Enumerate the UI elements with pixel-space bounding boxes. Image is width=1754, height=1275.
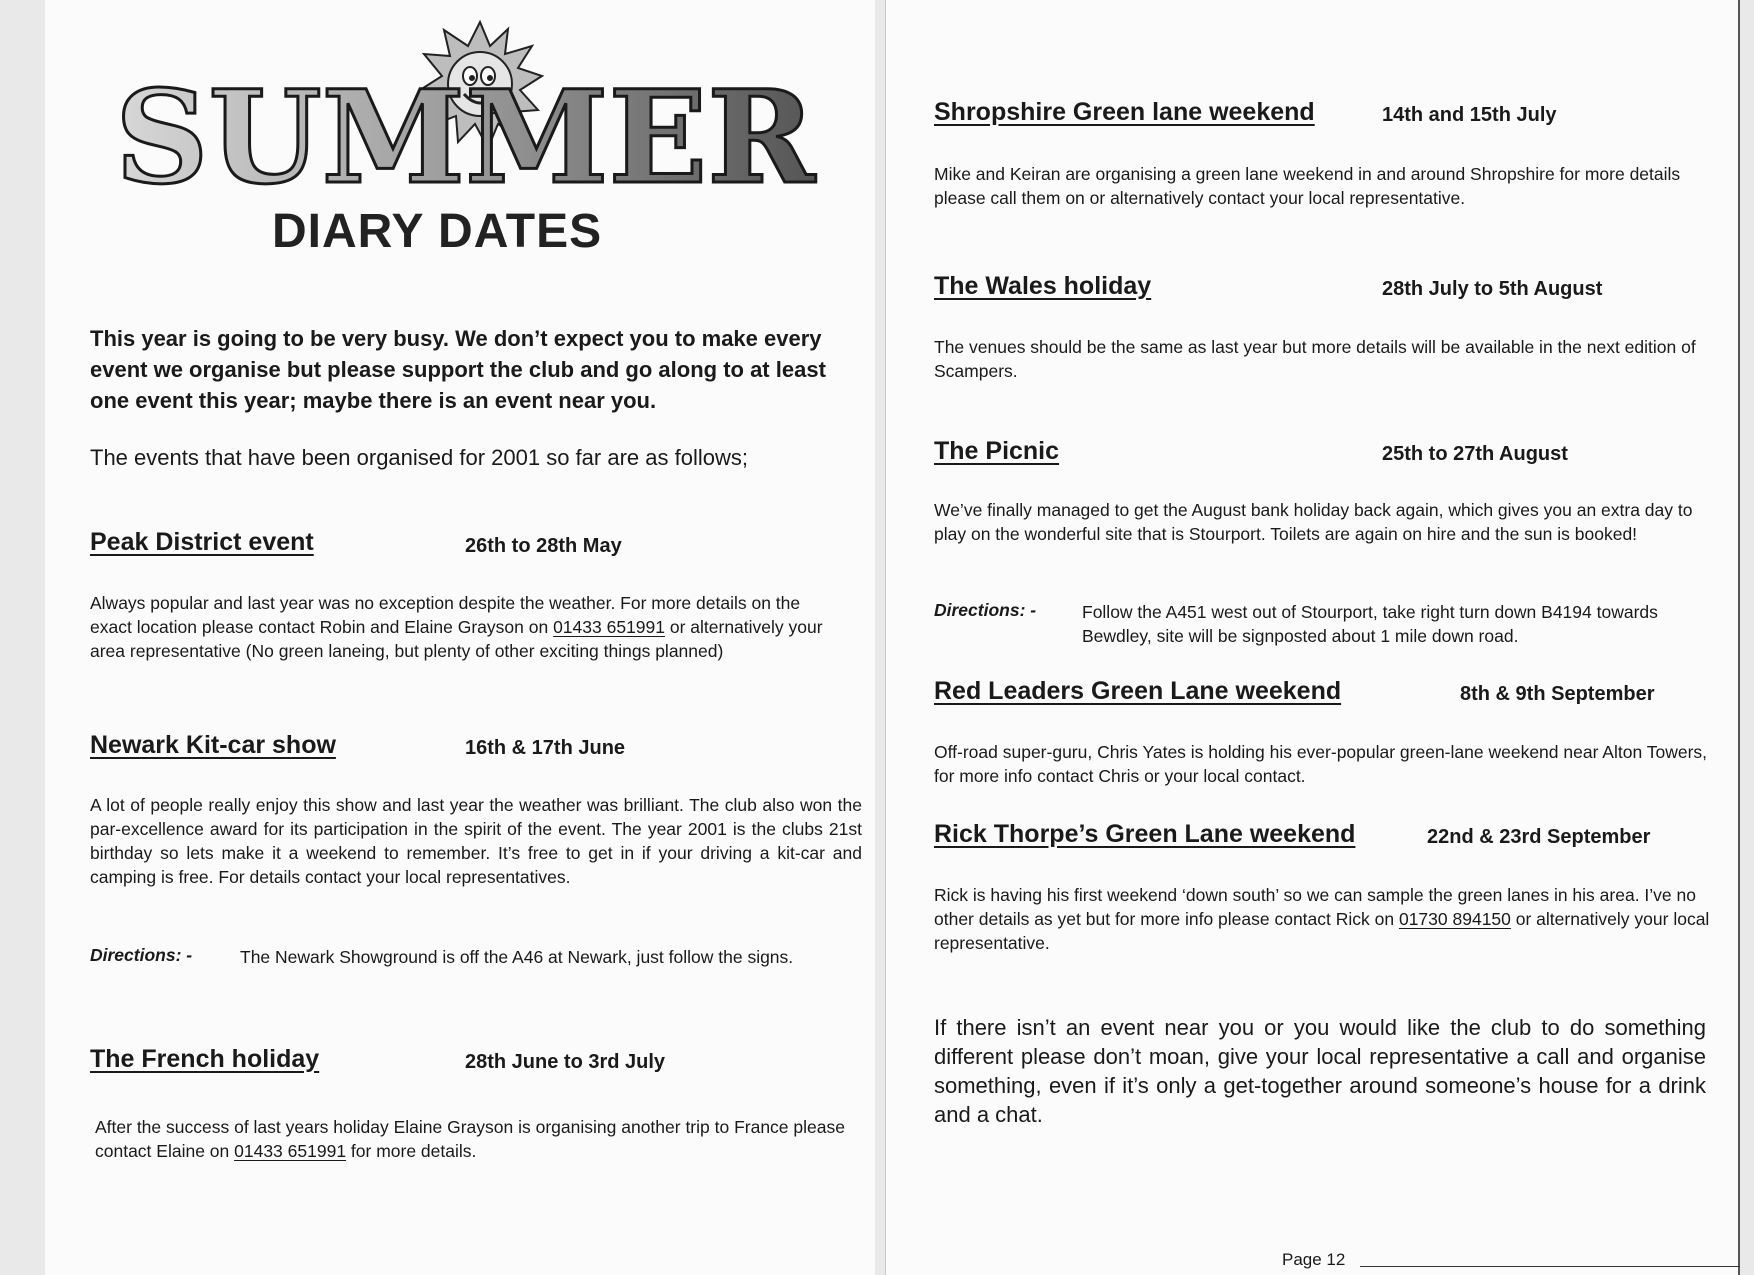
event-date: 16th & 17th June — [465, 737, 626, 759]
event-date: 28th July to 5th August — [1382, 278, 1603, 300]
event-description-text: After the success of last years holiday Elaine Grayson is organising another trip to France please contact Elaine on — [95, 1117, 845, 1161]
event-description — [934, 883, 1716, 955]
event-title: Shropshire Green lane weekend — [934, 98, 1315, 126]
event-description — [90, 591, 830, 663]
footer-rule — [1360, 1266, 1740, 1267]
intro-text: The events that have been organised for 2001 so far are as follows; — [90, 445, 748, 470]
summer-banner — [95, 14, 835, 214]
event-date: 28th June to 3rd July — [465, 1051, 666, 1073]
summer-word: SUMMER — [115, 63, 817, 213]
event-title: The French holiday — [90, 1045, 320, 1073]
event-description: The venues should be the same as last year but more details will be available in the next edition of Scampers. — [934, 337, 1696, 381]
intro-bold-text: This year is going to be very busy. We don’t expect you to make every event we organise but please support the club and go along to at least one event this year; maybe there is an event near you. — [90, 326, 826, 413]
event-description: We’ve finally managed to get the August bank holiday back again, which gives you an extra day to play on the wonderful site that is Stourport. Toilets are again on hire and the sun is booked! — [934, 500, 1693, 544]
event-description-text: or alternatively your local representative. — [934, 909, 1710, 953]
event-description-text: for more details. — [346, 1141, 477, 1161]
event-description — [95, 1115, 865, 1163]
page-number: Page 12 — [1282, 1250, 1346, 1269]
event-title: Newark Kit-car show — [90, 731, 336, 759]
event-description: Off-road super-guru, Chris Yates is holding his ever-popular green-lane weekend near Alton Towers, for more info contact Chris or your local contact. — [934, 742, 1708, 786]
directions-label: Directions: - — [90, 945, 193, 965]
directions-label: Directions: - — [934, 600, 1037, 620]
phone-number: 01433 651991 — [553, 617, 665, 637]
phone-number: 01433 651991 — [234, 1141, 347, 1161]
event-date: 26th to 28th May — [465, 535, 622, 557]
event-date: 8th & 9th September — [1460, 683, 1655, 705]
event-date: 14th and 15th July — [1382, 104, 1557, 126]
event-description-text: Always popular and last year was no exception despite the weather. For more details on the exact location please contact Robin and Elaine Grayson on — [90, 593, 801, 637]
page-title: DIARY DATES — [272, 205, 603, 258]
closing-paragraph: If there isn’t an event near you or you would like the club to do something different please don’t moan, give your local representative a call and organise something, even if it’s only a get-together around someone’s house for a drink and a chat. — [934, 1015, 1706, 1127]
phone-number: 01730 894150 — [1398, 909, 1511, 929]
event-date: 22nd & 23rd September — [1427, 826, 1651, 848]
event-description: A lot of people really enjoy this show and last year the weather was brilliant. The club also won the par-excellence award for its participation in the spirit of the event. The year 2001 is the clubs 21st birthday so lets make it a weekend to remember. It’s free to get in if your driving a kit-car and camping is free. For details contact your local representatives. — [90, 795, 862, 887]
event-description: Mike and Keiran are organising a green lane weekend in and around Shropshire for more details please call them on or alternatively contact your local representative. — [934, 164, 1681, 208]
event-description-text: or alternatively your area representative (No green laneing, but plenty of other exciting things planned) — [90, 617, 823, 661]
directions-text: The Newark Showground is off the A46 at Newark, just follow the signs. — [240, 947, 794, 967]
directions-text: Follow the A451 west out of Stourport, take right turn down B4194 towards Bewdley, site will be signposted about 1 mile down road. — [1082, 602, 1658, 646]
event-title: Red Leaders Green Lane weekend — [934, 677, 1342, 705]
event-title: Rick Thorpe’s Green Lane weekend — [934, 820, 1356, 848]
event-title: Peak District event — [90, 528, 314, 556]
event-title: The Picnic — [934, 437, 1060, 465]
event-date: 25th to 27th August — [1382, 443, 1568, 465]
event-title: The Wales holiday — [934, 272, 1152, 300]
event-description-text: Rick is having his first weekend ‘down south’ so we can sample the green lanes in his area. I’ve no other details as yet but for more info please contact Rick on — [934, 885, 1696, 929]
